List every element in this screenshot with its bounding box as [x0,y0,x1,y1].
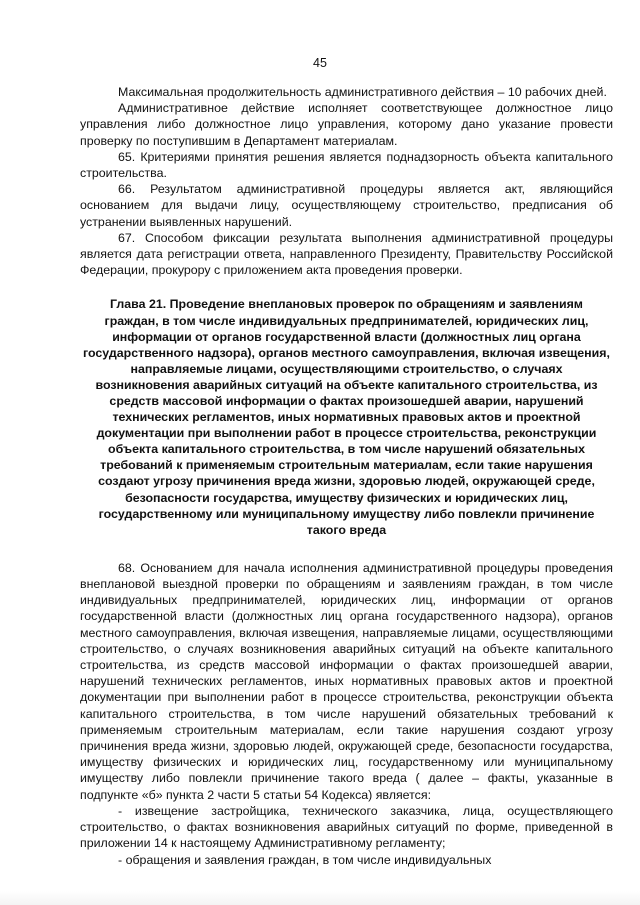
chapter-21-heading: Глава 21. Проведение внеплановых проверок по обращениям и заявлениям граждан, в том числе индивидуальных предпринимателей, юридических лиц, информации от органов государственной власти (должностных лиц органа государственного надзора), органов местного самоуправления, включая извещения, направляемые лицами, осуществляющими строительство, о случаях возникновения аварийных ситуаций на объекте капитального строительства, из средств массовой информации о фактах произошедшей аварии, нарушений технических регламентов, иных нормативных правовых актов и проектной документации при выполнении работ в процессе строительства, реконструкции объекта капитального строительства, в том числе нарушений обязательных требований к применяемым строительным материалам, если такие нарушения создают угрозу причинения вреда жизни, здоровью людей, окружающей среде, безопасности государства, имуществу физических и юридических лиц, государственному или муниципальному имуществу либо повлекли причинение такого вреда [83,297,610,537]
paragraph-67: 67. Способом фиксации результата выполнения административной процедуры является дата регистрации ответа, направленного Президенту, Правительству Российской Федерации, прокурору с приложением акта проведения проверки. [80,230,613,278]
paragraph-66: 66. Результатом административной процедуры является акт, являющийся основанием для выдачи лицу, осуществляющему строительство, предписания об устранении выявленных нарушений. [80,182,613,229]
page-bottom-edge [0,891,640,905]
list-item-notification: - извещение застройщика, технического заказчика, лица, осуществляющего строительство, о фактах возникновения аварийных ситуаций по форме, приведенной в приложении 14 к настоящему Административному регламенту; [80,803,613,851]
document-body [80,84,613,868]
paragraph-68: 68. Основанием для начала исполнения административной процедуры проведения внеплановой выездной проверки по обращениям и заявлениям граждан, в том числе индивидуальных предпринимателей, юридических лиц, информации от органов государственной власти (должностных лиц органа государственного надзора), органов местного самоуправления, включая извещения, направляемые лицами, осуществляющими строительство, о случаях возникновения аварийных ситуаций на объекте капитального строительства, из средств массовой информации о фактах произошедшей аварии, нарушений технических регламентов, иных нормативных правовых актов и проектной документации при выполнении работ в процессе строительства, реконструкции объекта капитального строительства, в том числе нарушений обязательных требований к применяемым строительным материалам, если такие нарушения создают угрозу причинения вреда жизни, здоровью людей, окружающей среде, безопасности государства, имуществу физических и юридических лиц, государственному или муниципальному имуществу либо повлекли причинение такого вреда ( далее – факты, указанные в подпункте «б» пункта 2 части 5 статьи 54 Кодекса) является: [80,560,613,802]
paragraph-executor: Административное действие исполняет соответствующее должностное лицо управления либо должностное лицо управления, которому дано указание провести проверку по поступившим в Департамент материалам. [80,101,613,148]
list-item-citizen-appeals: - обращения и заявления граждан, в том числе индивидуальных [118,852,492,867]
page-number: 45 [313,56,327,70]
paragraph-65: 65. Критериями принятия решения является поднадзорность объекта капитального строительства. [80,149,613,181]
paragraph-max-duration: Максимальная продолжительность административного действия – 10 рабочих дней. [118,85,607,99]
